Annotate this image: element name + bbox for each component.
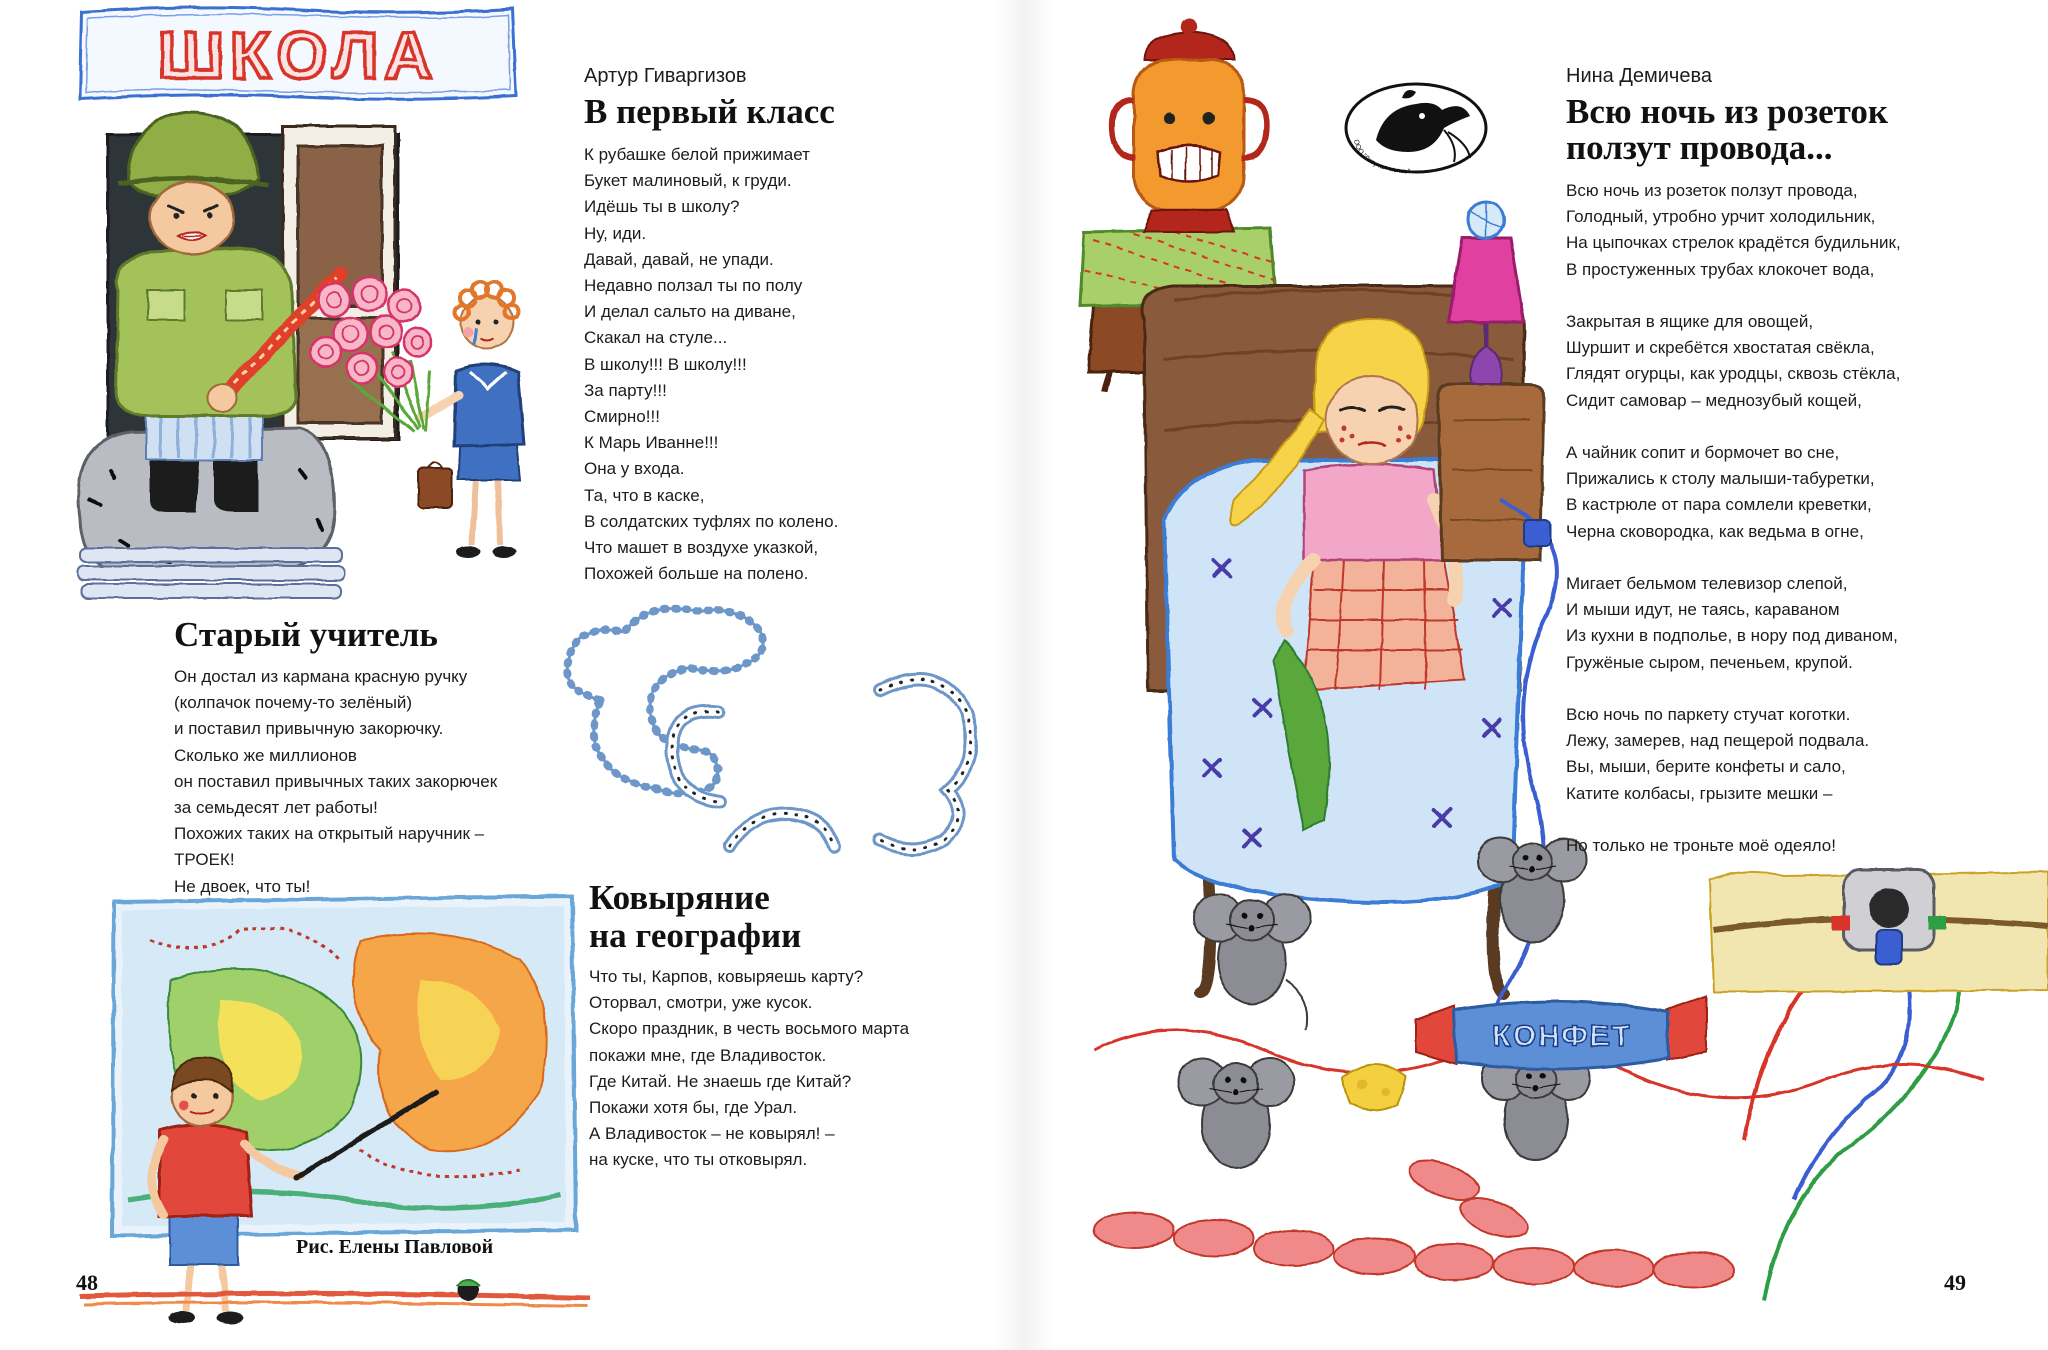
poem-line: за семьдесят лет работы! bbox=[174, 798, 378, 818]
poem-line: Шуршит и скребётся хвостатая свёкла, bbox=[1566, 338, 1875, 358]
mouse-3 bbox=[1178, 1058, 1294, 1168]
poem-line: Идёшь ты в школу? bbox=[584, 197, 740, 217]
poem-line: Голодный, утробно урчит холодильник, bbox=[1566, 207, 1876, 227]
poem-line: В школу!!! В школу!!! bbox=[584, 354, 747, 374]
poem-line: На цыпочках стрелок крадётся будильник, bbox=[1566, 233, 1901, 253]
mouse-4 bbox=[1482, 1056, 1590, 1160]
poem-line: В кастрюле от пара сомлели креветки, bbox=[1566, 495, 1872, 515]
poem-line: В простуженных трубах клокочет вода, bbox=[1566, 259, 1875, 279]
poem-line: И мыши идут, не таясь, караваном bbox=[1566, 600, 1840, 620]
stanza bbox=[1566, 440, 1901, 545]
poem-line: Та, что в каске, bbox=[584, 485, 705, 505]
poem-title: Старый учитель bbox=[174, 615, 438, 654]
sausages bbox=[1094, 1153, 1734, 1288]
candy-label: КОНФЕТ bbox=[1492, 1020, 1632, 1053]
stanza bbox=[1566, 309, 1901, 414]
floor-streak bbox=[80, 1279, 590, 1306]
poem-line: Не двоек, что ты! bbox=[174, 876, 311, 896]
poem-line: А чайник сопит и бормочет во сне, bbox=[1566, 443, 1840, 462]
poem-line: Прижались к столу малыши-табуретки, bbox=[1566, 469, 1875, 489]
poem-title-line: Всю ночь из розеток bbox=[1566, 92, 1889, 131]
stanza bbox=[1566, 702, 1901, 807]
poem-line: Лежу, замерев, над пещерой подвала. bbox=[1566, 731, 1870, 751]
poem-line: Всю ночь по паркету стучат коготки. bbox=[1566, 705, 1851, 724]
poem-title-line: на географии bbox=[589, 916, 802, 955]
poem-author: Артур Гиваргизов bbox=[584, 65, 747, 87]
poem-line: Похожих таких на открытый наручник – bbox=[174, 824, 485, 844]
socket-on-shelf bbox=[1710, 870, 2048, 992]
poem-author: Нина Демичева bbox=[1566, 65, 1712, 87]
cheese bbox=[1342, 1064, 1406, 1110]
poem-line: И делал сальто на диване, bbox=[584, 302, 796, 322]
school-sign bbox=[80, 7, 516, 99]
poem-line: Он достал из кармана красную ручку bbox=[174, 667, 468, 686]
poem-line: Что машет в воздухе указкой, bbox=[584, 538, 819, 558]
poem-line: Оторвал, смотри, уже кусок. bbox=[589, 993, 813, 1013]
poem-line: Вы, мыши, берите конфеты и сало, bbox=[1566, 757, 1846, 777]
poem-line: Сколько же миллионов bbox=[174, 745, 357, 765]
poem-line: он поставил привычных таких закорючек bbox=[174, 771, 498, 791]
poem-line: В солдатских туфлях по колено. bbox=[584, 511, 839, 531]
poem-line: За парту!!! bbox=[584, 380, 667, 400]
poem-line: Покажи хотя бы, где Урал. bbox=[589, 1098, 798, 1118]
poem-line: Она у входа. bbox=[584, 459, 685, 479]
poem-title-line: ползут провода... bbox=[1566, 128, 1833, 167]
poem-line: К рубашке белой прижимает bbox=[584, 145, 810, 164]
poem-line: ТРОЕК! bbox=[174, 850, 235, 870]
poem-line: Мигает бельмом телевизор слепой, bbox=[1566, 574, 1848, 593]
poem-line: Но только не троньте моё одеяло! bbox=[1566, 836, 1836, 855]
publisher-logo-text: ООО "Летучая мышь" bbox=[1351, 138, 1411, 176]
publisher-logo bbox=[1346, 84, 1486, 176]
page-number: 49 bbox=[1944, 1270, 1966, 1295]
poem-line: Закрытая в ящике для овощей, bbox=[1566, 312, 1814, 331]
poem-geography bbox=[589, 879, 909, 1174]
illustration-credit: Рис. Елены Павловой bbox=[292, 1235, 497, 1259]
stanza bbox=[1566, 571, 1901, 676]
poem-line: К Марь Иванне!!! bbox=[584, 433, 719, 453]
poem-line: Где Китай. Не знаешь где Китай? bbox=[589, 1071, 852, 1091]
poem-line: Черна сковородка, как ведьма в огне, bbox=[1566, 521, 1864, 541]
poem-line: Похожей больше на полено. bbox=[584, 564, 809, 584]
poem-line: Ну, иди. bbox=[584, 223, 647, 243]
poem-line: Глядят огурцы, как уродцы, сквозь стёкла, bbox=[1566, 364, 1901, 384]
handcuffs-doodle bbox=[567, 609, 971, 849]
poem-line: Что ты, Карпов, ковыряешь карту? bbox=[589, 967, 864, 986]
poem-line: Сидит самовар – меднозубый кощей, bbox=[1566, 390, 1862, 410]
poem-line: Скоро праздник, в честь восьмого марта bbox=[589, 1019, 910, 1039]
poem-line: Из кухни в подполье, в нору под диваном, bbox=[1566, 626, 1898, 646]
poem-line: Букет малиновый, к груди. bbox=[584, 171, 792, 191]
poem-line: Давай, давай, не упади. bbox=[584, 249, 774, 269]
poem-line: покажи мне, где Владивосток. bbox=[589, 1045, 827, 1065]
poem-line: Скакал на стуле... bbox=[584, 328, 728, 348]
poem-line: на куске, что ты отковырял. bbox=[589, 1150, 808, 1170]
poem-line: Смирно!!! bbox=[584, 407, 660, 427]
poem-lines bbox=[589, 964, 909, 1174]
poem-line: и поставил привычную закорючку. bbox=[174, 719, 444, 739]
poem-first-class bbox=[584, 64, 838, 587]
poem-wires bbox=[1566, 64, 1901, 859]
poem-line: А Владивосток – не ковырял! – bbox=[589, 1124, 835, 1144]
poem-line: (колпачок почему-то зелёный) bbox=[174, 693, 413, 713]
poem-line: Всю ночь из розеток ползут провода, bbox=[1566, 181, 1858, 200]
poem-title: В первый класс bbox=[584, 92, 835, 131]
poem-title-line: Ковыряние bbox=[589, 878, 770, 917]
right-page bbox=[1024, 0, 2048, 1350]
school-sign-text: ШКОЛА bbox=[157, 18, 439, 92]
page-number: 48 bbox=[76, 1270, 98, 1295]
poem-old-teacher bbox=[174, 617, 497, 900]
poem-lines bbox=[584, 142, 838, 587]
poem-stanzas bbox=[1566, 178, 1901, 859]
poem-line: Гружёные сыром, печеньем, крупой. bbox=[1566, 652, 1853, 672]
stanza bbox=[1566, 833, 1901, 859]
poem-line: Недавно ползал ты по полу bbox=[584, 276, 803, 296]
poem-line: Катите колбасы, грызите мешки – bbox=[1566, 783, 1833, 803]
candy bbox=[1416, 996, 1706, 1069]
poem-lines bbox=[174, 664, 497, 900]
stanza bbox=[1566, 178, 1901, 283]
